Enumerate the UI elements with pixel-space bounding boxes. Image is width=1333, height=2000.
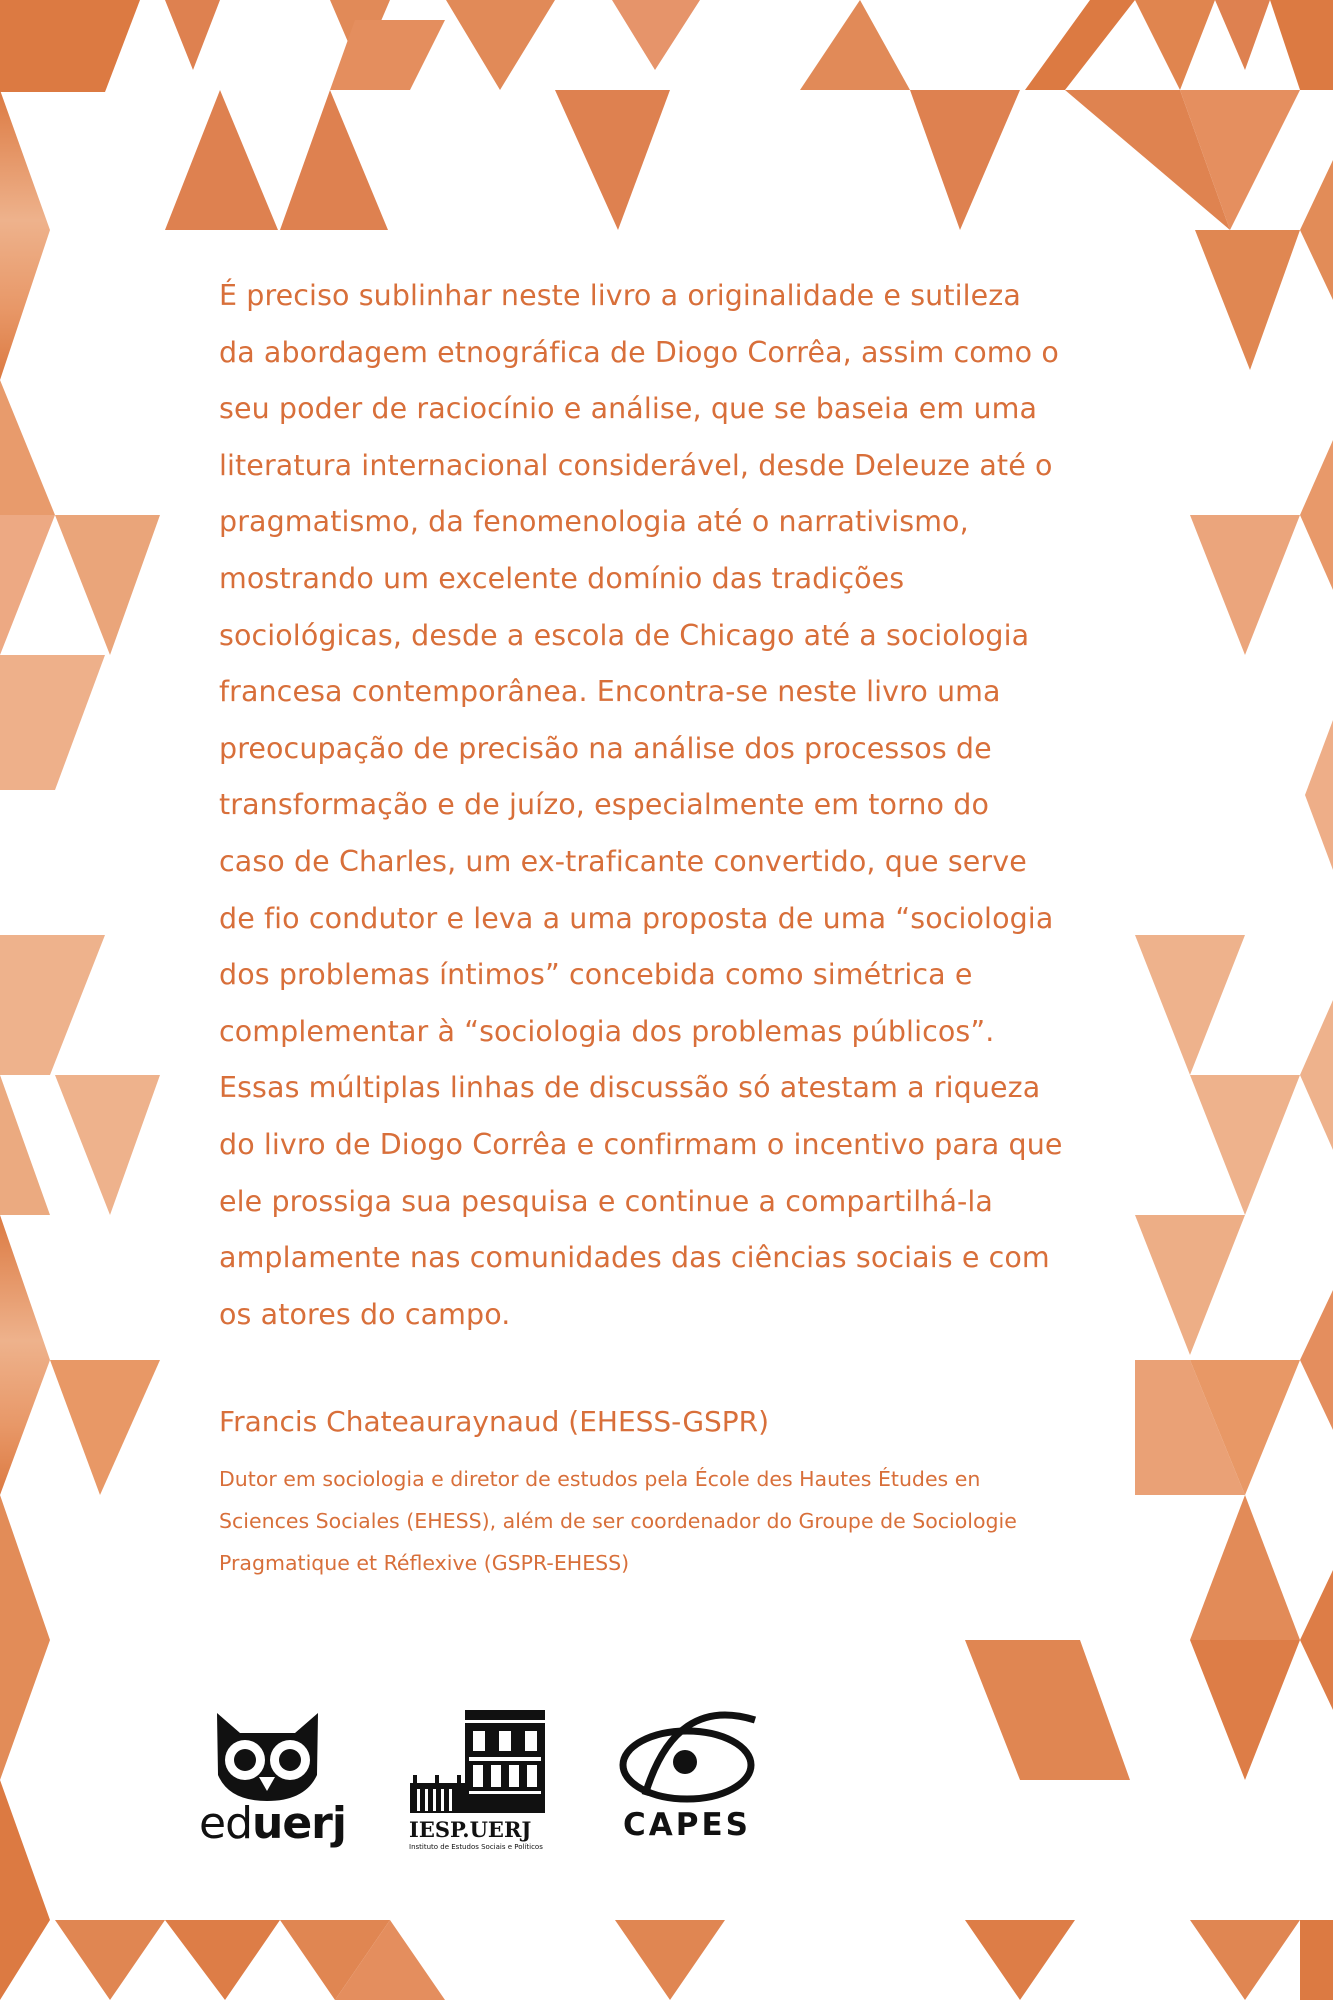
blurb-line: Essas múltiplas linhas de discussão só atestam a riqueza — [219, 1071, 1041, 1105]
iesp-uerj-logo — [405, 1705, 555, 1855]
owl-icon — [195, 1705, 340, 1805]
blurb-line: ele prossiga sua pesquisa e continue a compartilhá-la — [219, 1184, 993, 1218]
eduerj-prefix: ed — [199, 1798, 252, 1849]
capes-name: CAPES — [623, 1807, 751, 1843]
eduerj-suffix: uerj — [252, 1798, 346, 1849]
building-icon — [405, 1705, 555, 1815]
blurb-line: sociológicas, desde a escola de Chicago até a sociologia — [219, 618, 1030, 652]
blurb-line: seu poder de raciocínio e análise, que se baseia em uma — [219, 392, 1038, 426]
blurb-line: do livro de Diogo Corrêa e confirmam o incentivo para que — [219, 1127, 1063, 1161]
credential-line: Dutor em sociologia e diretor de estudos pela École des Hautes Études en — [219, 1467, 981, 1491]
blurb-line: literatura internacional considerável, desde Deleuze até o — [219, 448, 1053, 482]
iesp-subtitle: Instituto de Estudos Sociais e Políticos — [409, 1843, 543, 1851]
blurb-line: amplamente nas comunidades das ciências sociais e com — [219, 1241, 1050, 1275]
credential-line: Pragmatique et Réflexive (GSPR-EHESS) — [219, 1551, 630, 1575]
blurb-line: É preciso sublinhar neste livro a originalidade e sutileza — [219, 279, 1021, 312]
blurb-line: de fio condutor e leva a uma proposta de uma “sociologia — [219, 901, 1054, 935]
blurb-line: dos problemas íntimos” concebida como simétrica e — [219, 958, 973, 992]
blurb-line: mostrando um excelente domínio das tradições — [219, 561, 905, 595]
blurb-line: transformação e de juízo, especialmente em torno do — [219, 788, 989, 822]
blurb-line: pragmatismo, da fenomenologia até o narrativismo, — [219, 505, 969, 539]
blurb-line: caso de Charles, um ex-traficante convertido, que serve — [219, 844, 1027, 878]
back-cover-blurb — [219, 268, 1099, 1343]
author-name: Francis Chateauraynaud (EHESS-GSPR) — [219, 1405, 770, 1438]
blurb-line: da abordagem etnográfica de Diogo Corrêa, assim como o — [219, 335, 1059, 369]
eduerj-logo — [195, 1705, 346, 1855]
iesp-name: IESP.UERJ — [409, 1817, 532, 1842]
eye-orbit-icon — [615, 1705, 765, 1815]
credential-line: Sciences Sociales (EHESS), além de ser coordenador do Groupe de Sociologie — [219, 1509, 1017, 1533]
eduerj-wordmark — [199, 1799, 346, 1849]
capes-logo — [615, 1705, 765, 1855]
blurb-line: complementar à “sociologia dos problemas públicos”. — [219, 1014, 995, 1048]
blurb-line: francesa contemporânea. Encontra-se neste livro uma — [219, 675, 1001, 709]
blurb-line: os atores do campo. — [219, 1297, 511, 1331]
author-credentials — [219, 1458, 1099, 1584]
blurb-line: preocupação de precisão na análise dos processos de — [219, 731, 992, 765]
